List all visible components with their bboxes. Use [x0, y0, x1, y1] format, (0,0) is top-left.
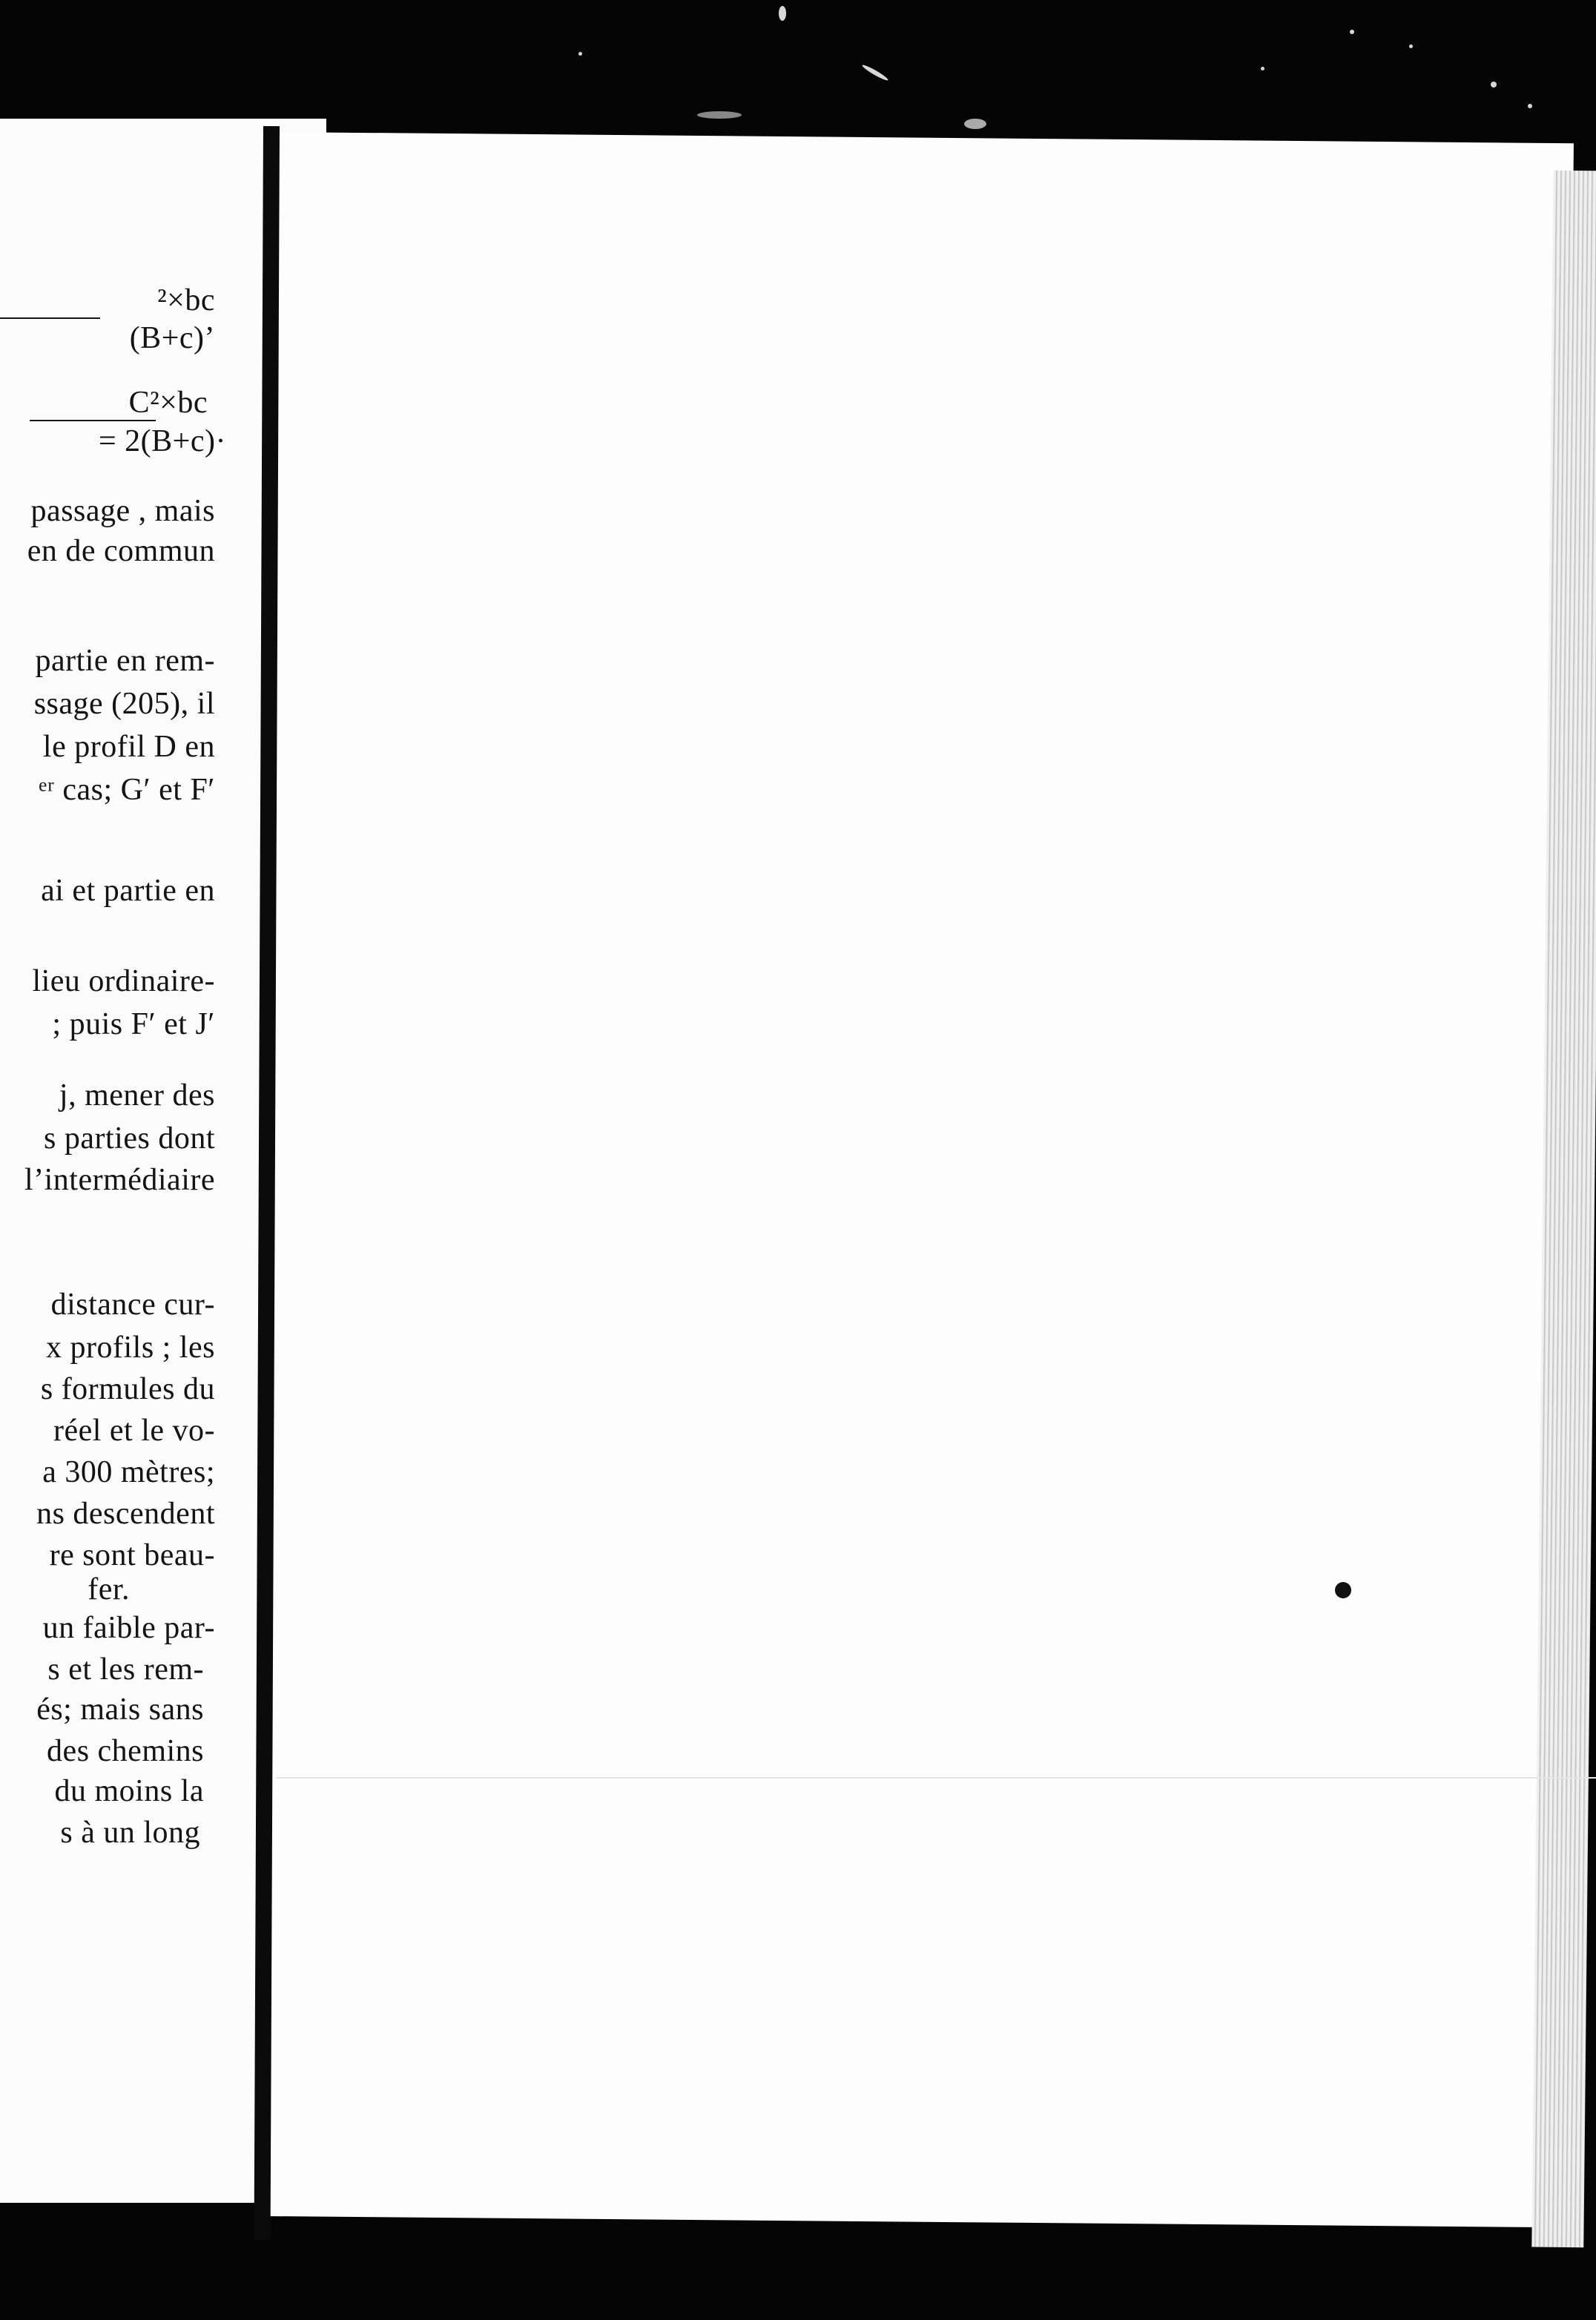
scan-dust [1409, 45, 1413, 48]
text-line: distance cur- [50, 1288, 215, 1322]
scan-dust [697, 111, 742, 119]
text-line: partie en rem- [35, 644, 215, 678]
scan-dust [779, 6, 786, 21]
formula-denominator-2: = 2(B+c)· [99, 424, 226, 458]
text-line: ; puis F′ et J′ [52, 1007, 215, 1041]
text-line: s à un long [60, 1816, 200, 1850]
scan-dust [964, 119, 986, 129]
text-line: és; mais sans [36, 1693, 204, 1727]
text-line: lieu ordinaire- [32, 964, 215, 998]
text-line: ssage (205), il [33, 687, 215, 721]
text-line: passage , mais [30, 494, 215, 528]
formula-numerator-2: C²×bc [128, 386, 208, 420]
scan-artifact-line [276, 1777, 1596, 1779]
text-line: j, mener des [59, 1078, 215, 1113]
text-line: x profils ; les [46, 1331, 215, 1365]
text-line: du moins la [54, 1774, 204, 1808]
text-line: ᵉʳ cas; G′ et F′ [39, 773, 215, 807]
text-line: s parties dont [44, 1121, 215, 1156]
ink-spot [1335, 1582, 1351, 1598]
text-line: des chemins [47, 1734, 204, 1768]
text-line: re sont beau- [49, 1538, 215, 1572]
scan-dust [1261, 67, 1264, 70]
formula-denominator-1: (B+c)’ [129, 321, 215, 355]
scan-dust [1528, 104, 1532, 108]
fraction-bar [30, 420, 156, 421]
text-line: fer. [88, 1572, 130, 1606]
scan-dust [1350, 30, 1354, 34]
text-line: le profil D en [42, 730, 215, 764]
text-line: ai et partie en [41, 874, 215, 908]
text-line: ns descendent [36, 1497, 215, 1531]
scan-dust [861, 63, 889, 82]
text-line: s et les rem- [47, 1652, 204, 1687]
formula-numerator-1: ²×bc [157, 283, 215, 317]
text-line: un faible par- [42, 1611, 215, 1645]
text-line: l’intermédiaire [24, 1163, 215, 1197]
text-line: s formules du [40, 1372, 215, 1406]
right-page-blank [257, 132, 1573, 2227]
text-line: réel et le vo- [53, 1414, 215, 1448]
scan-dust [1491, 82, 1497, 88]
text-line: en de commun [27, 534, 215, 568]
fraction-bar [0, 317, 100, 319]
scan-dust [578, 52, 582, 56]
text-line: a 300 mètres; [42, 1455, 215, 1489]
